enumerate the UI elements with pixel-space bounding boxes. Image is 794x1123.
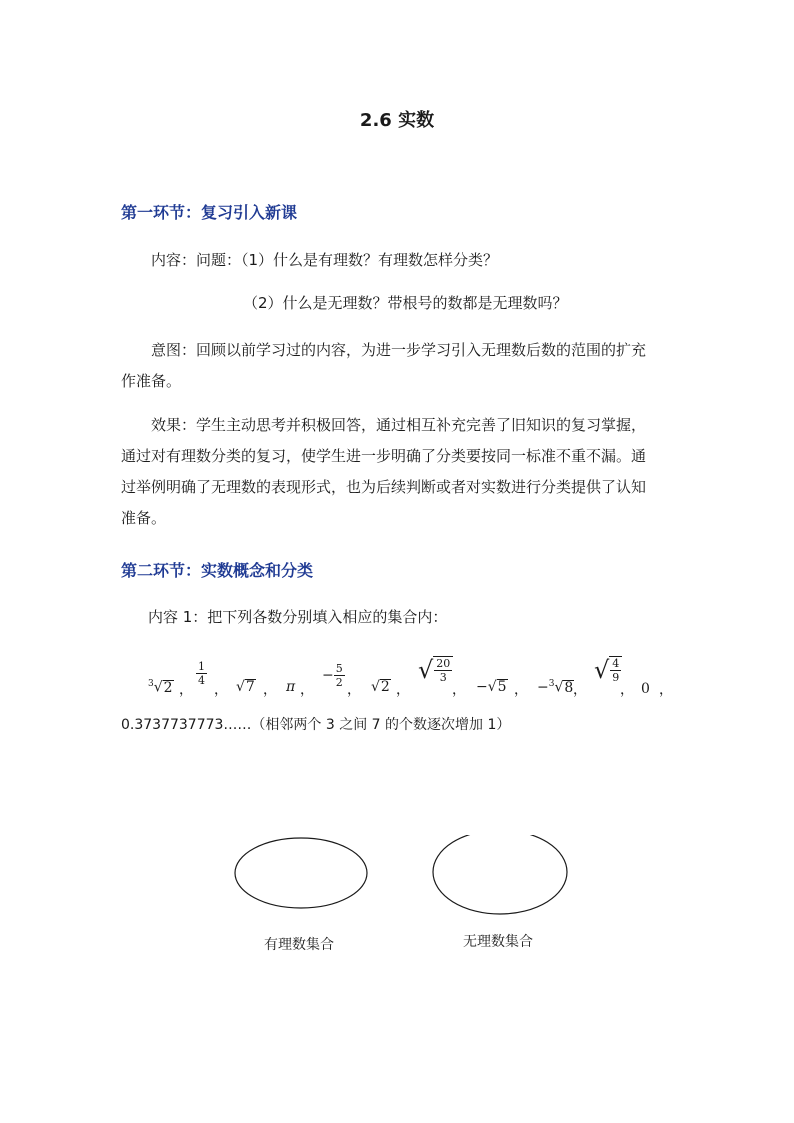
intent-line-1: 意图：回顾以前学习过的内容，为进一步学习引入无理数后数的范围的扩充: [151, 341, 647, 359]
effect-line-4: 准备。: [121, 509, 167, 527]
rational-set-label: 有理数集合: [264, 937, 334, 953]
irrational-set-ellipse: [433, 835, 567, 914]
neg-fraction-5-2: − $\frac{5}{2}$: [322, 662, 343, 689]
neg-cube-root-8: −$^3$√8: [537, 679, 574, 696]
rational-set-ellipse: [235, 838, 367, 908]
content-1: 内容 1：把下列各数分别填入相应的集合内：: [148, 608, 448, 626]
set-diagram: [230, 835, 580, 925]
cube-root-2: $^3$√2: [148, 679, 173, 696]
irrational-set-label: 无理数集合: [463, 934, 533, 950]
separator: ，: [573, 682, 587, 698]
intent-line-2: 作准备。: [121, 372, 182, 390]
neg-sqrt-5: −√5: [476, 679, 507, 695]
section1-heading: 第一环节：复习引入新课: [121, 203, 298, 222]
effect-line-1: 效果：学生主动思考并积极回答，通过相互补充完善了旧知识的复习掌握，: [151, 416, 647, 434]
separator: ，: [620, 682, 634, 698]
effect-line-3: 过举例明确了无理数的表现形式，也为后续判断或者对实数进行分类提供了认知: [121, 478, 647, 496]
separator: ，: [179, 682, 193, 698]
separator: ，: [214, 682, 228, 698]
separator: ，: [300, 682, 314, 698]
zero: 0: [641, 681, 650, 697]
separator: ，: [659, 682, 673, 698]
sqrt-20-3: √ $\frac{20}{3}$: [418, 656, 453, 684]
question-2: （2）什么是无理数？带根号的数都是无理数吗？: [243, 294, 568, 312]
question-1: 内容：问题：（1）什么是有理数？有理数怎样分类？: [151, 251, 499, 269]
page-title: 2.6 实数: [359, 110, 435, 131]
section2-heading: 第二环节：实数概念和分类: [121, 561, 314, 580]
sqrt-7: √7: [236, 679, 255, 695]
separator: ，: [514, 682, 528, 698]
repeating-decimal: 0.3737737773……（相邻两个 3 之间 7 的个数逐次增加 1）: [121, 717, 511, 733]
separator: ，: [452, 682, 466, 698]
pi: π: [286, 679, 296, 695]
separator: ，: [263, 682, 277, 698]
separator: ，: [396, 682, 410, 698]
separator: ，: [347, 682, 361, 698]
fraction-1-4: $\frac{1}{4}$: [198, 660, 205, 687]
effect-line-2: 通过对有理数分类的复习，使学生进一步明确了分类要按同一标准不重不漏。通: [121, 447, 647, 465]
sqrt-2: √2: [371, 679, 390, 695]
sqrt-4-9: √ $\frac{4}{9}$: [594, 656, 622, 684]
